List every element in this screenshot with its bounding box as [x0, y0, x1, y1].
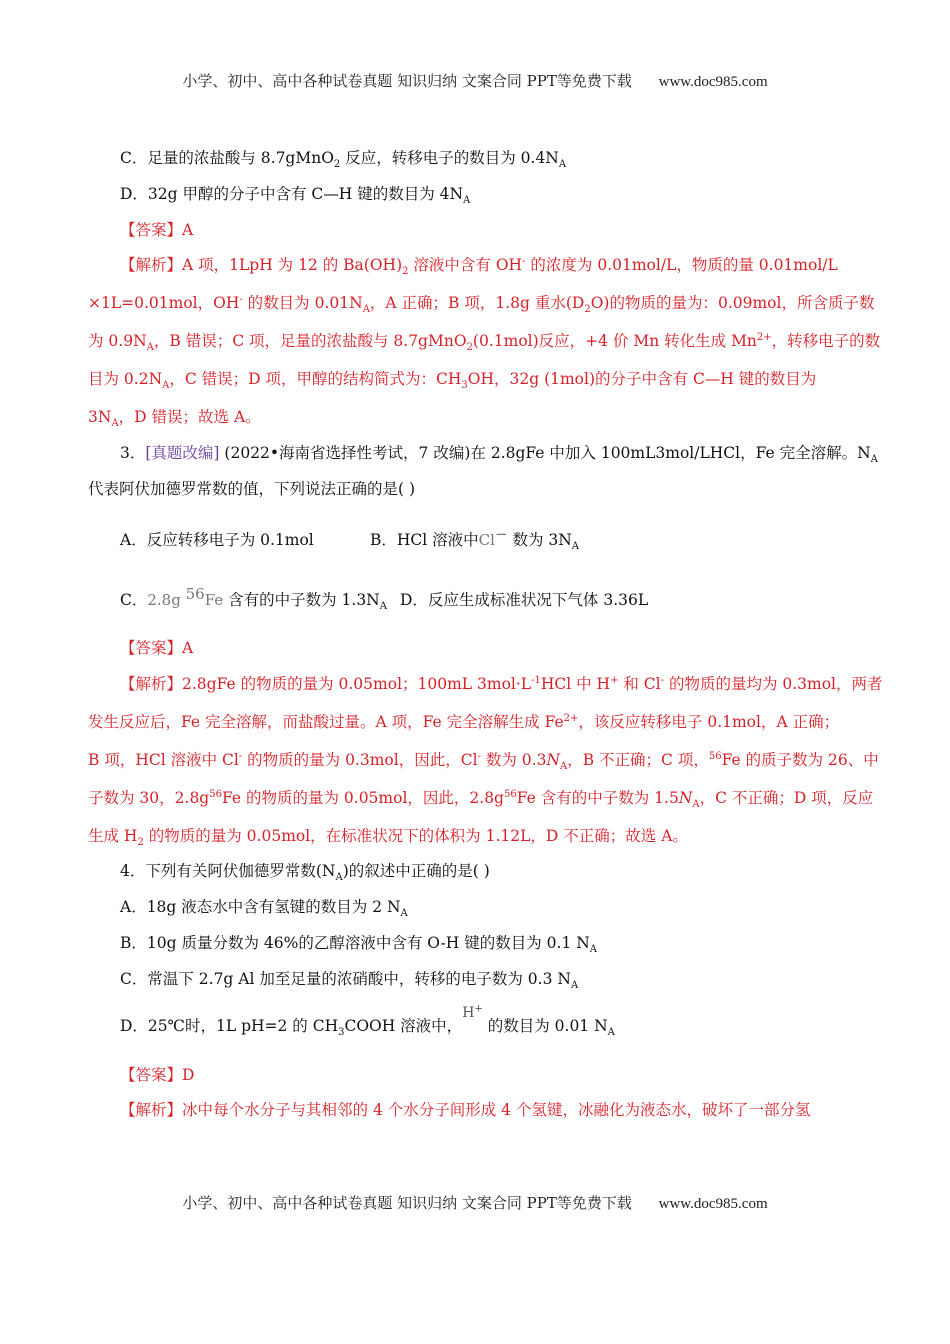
q4-answer: 【答案】D	[120, 1066, 195, 1084]
header-site-link[interactable]: www.doc985.com	[658, 74, 768, 90]
q2-option-d: D．32g 甲醇的分子中含有 C—H 键的数目为 $4N_A$	[120, 185, 471, 207]
q2-analysis-line-3: 为 $0.9N_A$，B 错误；C 项，足量的浓盐酸与 8.7gMnO$_2$(0.1mol)反应，+4 价 Mn 转化生成 $Mn^{2+}$，转移电子的数	[88, 331, 881, 354]
q3-source-tag: [真题改编]	[145, 444, 220, 462]
q2-analysis-line-1: 【解析】A 项，1LpH 为 12 的 $Ba(OH)_2$ 溶液中含有 OH- 的浓度为 0.01mol/L，物质的量 0.01mol/L	[120, 255, 838, 278]
q2-analysis-line-4: 目为 $0.2N_A$，C 错误；D 项，甲醇的结构简式为：$CH_3OH$，32g (1mol)的分子中含有 C—H 键的数目为	[88, 370, 817, 392]
q3-stem-line-2: 代表阿伏加德罗常数的值，下列说法正确的是( )	[88, 480, 416, 498]
q3-option-a: A．反应转移电子为 0.1mol	[120, 531, 314, 549]
q3-option-c: C．2.8g $^{56}$Fe 含有的中子数为 $1.3N_A$	[120, 584, 387, 613]
q3-analysis-line-3: B 项，HCl 溶液中 Cl- 的物质的量为 0.3mol，因此，Cl- 数为 $0.3N_A$，B 不正确；C 项，$^{56}$Fe 的质子数为 26、中	[88, 750, 879, 773]
q3-stem-line-1: 3．[真题改编] (2022•海南省选择性考试，7 改编)在 2.8gFe 中加入 100mL3mol/LHCl，Fe 完全溶解。$N_A$	[120, 444, 878, 466]
q4-option-c: C．常温下 2.7g Al 加至足量的浓硝酸中，转移的电子数为 0.3 $N_A$	[120, 970, 579, 992]
header-text: 小学、初中、高中各种试卷真题 知识归纳 文案合同 PPT等免费下载	[182, 72, 632, 90]
q4-stem: 4．下列有关阿伏伽德罗常数$(N_A)$的叙述中正确的是( )	[120, 862, 490, 884]
q3-option-b: B．HCl 溶液中Cl− 数为 $3N_A$	[370, 524, 580, 553]
q4-option-d: D．25℃时，1L pH=2 的 $CH_3COOH$ 溶液中，H+ 的数目为 0.01 $N_A$	[120, 1003, 615, 1039]
q4-option-b: B．10g 质量分数为 46%的乙醇溶液中含有 O-H 键的数目为 0.1 $N_A$	[120, 934, 598, 956]
q3-analysis-line-5: 生成 $H_2$ 的物质的量为 0.05mol，在标准状况下的体积为 1.12L，D 不正确；故选 A。	[88, 827, 688, 849]
page-header	[0, 70, 950, 91]
q2-analysis-line-5: $3N_A$，D 错误；故选 A。	[88, 408, 261, 430]
q4-analysis-line-1: 【解析】冰中每个水分子与其相邻的 4 个水分子间形成 4 个氢键，冰融化为液态水，破坏了一部分氢	[120, 1101, 811, 1119]
h-plus-formula: H+	[462, 1003, 483, 1021]
q3-answer: 【答案】A	[120, 639, 194, 657]
q2-answer: 【答案】A	[120, 221, 194, 239]
footer-text: 小学、初中、高中各种试卷真题 知识归纳 文案合同 PPT等免费下载	[182, 1194, 632, 1212]
q3-analysis-line-4: 子数为 30，$2.8g^{56}Fe$ 的物质的量为 0.05mol，因此，$2.8g^{56}Fe$ 含有的中子数为 $1.5N_A$，C 不正确；D 项，反应	[88, 788, 874, 811]
footer-site-link[interactable]: www.doc985.com	[658, 1196, 768, 1212]
q2-analysis-line-2: ×1L=0.01mol，OH- 的数目为 $0.01N_A$，A 正确；B 项，1.8g 重水$(D_2O)$的物质的量为：0.09mol，所含质子数	[88, 293, 875, 316]
q4-option-a: A．18g 液态水中含有氢键的数目为 2 $N_A$	[120, 898, 408, 920]
q3-option-d: D．反应生成标准状况下气体 3.36L	[400, 591, 649, 609]
q2-option-c: C．足量的浓盐酸与 8.7gMnO$_2$ 反应，转移电子的数目为 $0.4N_A$	[120, 149, 567, 171]
q3-analysis-line-2: 发生反应后，Fe 完全溶解，而盐酸过量。A 项，Fe 完全溶解生成 $Fe^{2+}$，该反应转移电子 0.1mol，A 正确；	[88, 712, 840, 731]
page-footer	[0, 1192, 950, 1213]
q3-analysis-line-1: 【解析】2.8gFe 的物质的量为 0.05mol；100mL $3mol\cdot L^{-1}HCl$ 中 H+ 和 Cl- 的物质的量均为 0.3mol，两者	[120, 674, 883, 693]
